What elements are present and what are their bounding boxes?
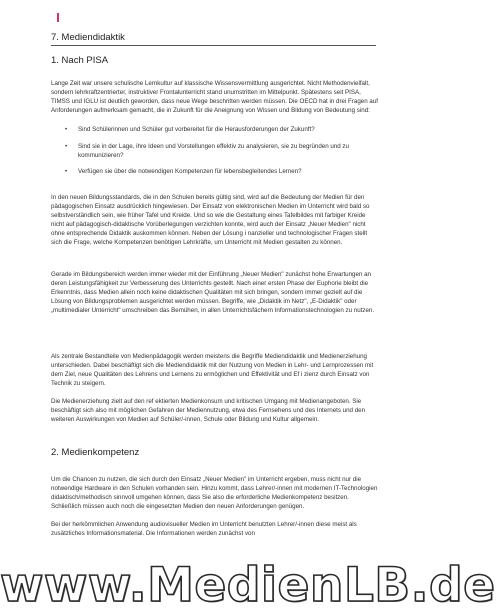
paragraph-medienpaedagogik: Als zentrale Bestandteile von Medienpädagogik werden meistens die Begriffe Mediendidaktik und Medienerziehung unterschieden. Dabei beschäftigt sich die Mediendidaktik mit der Nutzung von Medien in Lehr- und Lernprozessen mit dem Ziel, neue Qualitäten des Lehrens und Lernens zu ermöglichen und Effektivität und Ef i zienz durch Einsatz von Technik zu steigern. [51,353,374,387]
paragraph-chancen: Um die Chancen zu nutzen, die sich durch den Einsatz „Neuer Medien" im Unterricht ergeben, muss nicht nur die notwendige Hardware in den Schulen vorhanden sein. Hinzu kommt, dass Lehrer/-innen mit modernen IT-Technologien didaktisch/methodisch sinnvoll umgehen können, dass Sie also die erforderliche Medienkompetenz besitzen. Schließlich müssen auch noch die eingesetzten Medien den neuen Anforderungen genügen. [51,476,378,510]
section-title-medienkompetenz: 2. Medienkompetenz [51,447,140,458]
paragraph-medienerziehung: Die Medienerziehung zielt auf den ref ektierten Medienkonsum und kritischen Umgang mit Medienangeboten. Sie beschäftigt sich also mit möglichen Gefahren der Mediennutzung, etwa des Fernsehens und des Internets und den weiteren Auswirkungen von Medien auf Schüler/-innen, Schule oder Bildung und Kultur allgemein. [51,398,366,423]
header-accent-mark [57,13,59,22]
chapter-title: 7. Mediendidaktik [51,32,125,43]
bullet-icon: • [65,143,68,150]
bullet-list [51,126,378,181]
paragraph-intro: Lange Zeit war unsere schulische Lernkultur auf klassische Wissensvermittlung ausgerichtet. Nicht Methodenvielfalt, sondern lehrkraftzentrierter, instruktiver Frontalunterricht stand unumstritten im Mittelpunkt. Spätestens seit PISA, TIMSS und IGLU ist deutlich geworden, dass neue Wege beschritten werden müssen. Die OECD hat in drei Fragen auf Anforderungen aufmerksam gemacht, die in Zukunft für die Aneignung von Wissen und Bildung von Bedeutung sind: [51,80,378,114]
paragraph-herkoemmliche-anwendung: Bei der herkömmlichen Anwendung audiovisueller Medien im Unterricht benutzten Lehrer/-innen diese meist als zusätzliches Informationsmaterial. Die Informationen werden zunächst von [51,521,357,537]
bullet-text: Verfügen sie über die notwendigen Kompetenzen für lebensbegleitendes Lernen? [78,168,302,175]
paragraph-bildungsstandards: In den neuen Bildungsstandards, die in den Schulen bereits gültig sind, wird auf die Bedeutung der Medien für den pädagogischen Einsatz ausdrücklich hingewiesen. Der Einsatz von elektronischen Medien im Unterricht wird bald so selbstverständlich sein, wie früher Tafel und Kreide. Und so wie die Gestaltung eines Tafelbildes mit farbiger Kreide nicht auf pädagogisch-didaktische Vorüberlegungen verzichten konnte, wird auch der Einsatz „Neuer Medien" nicht ohne entsprechende Didaktik auskommen können. Neben der Lösung i nanzieller und technologischer Fragen stellt sich die Frage, welche Kompetenzen benötigen Lehrkräfte, um Unterricht mit Medien gestalten zu können. [51,194,370,246]
paragraph-neue-medien: Gerade im Bildungsbereich werden immer wieder mit der Einführung „Neuer Medien" zunächst hohe Erwartungen an deren Leistungsfähigkeit zur Verbesserung des Unterrichts gestellt. Nach einer ersten Phase der Euphorie bleibt die Erkenntnis, dass Medien allein noch keine didaktischen Qualitäten mit sich bringen, sondern immer gezielt auf die Lösung von Bildungsproblemen ausgerichtet werden müssen. Begriffe, wie „Didaktik im Netz", „E-Didaktik" oder „multimedialer Unterricht" umschreiben das Bemühen, in allen Unterrichtsfächern Informationstechnologien zu nutzen. [51,271,375,314]
bullet-icon: • [65,168,68,175]
section-title-nach-pisa: 1. Nach PISA [51,55,109,66]
bullet-text: Sind sie in der Lage, ihre Ideen und Vorstellungen effektiv zu analysieren, sie zu begründen und zu kommunizieren? [78,143,349,159]
chapter-divider [51,45,376,46]
bullet-text: Sind Schülerinnen und Schüler gut vorbereitet für die Herausforderungen der Zukunft? [78,126,315,133]
watermark-logo: www.MedienLB.de [0,558,496,613]
bullet-icon: • [65,126,68,133]
